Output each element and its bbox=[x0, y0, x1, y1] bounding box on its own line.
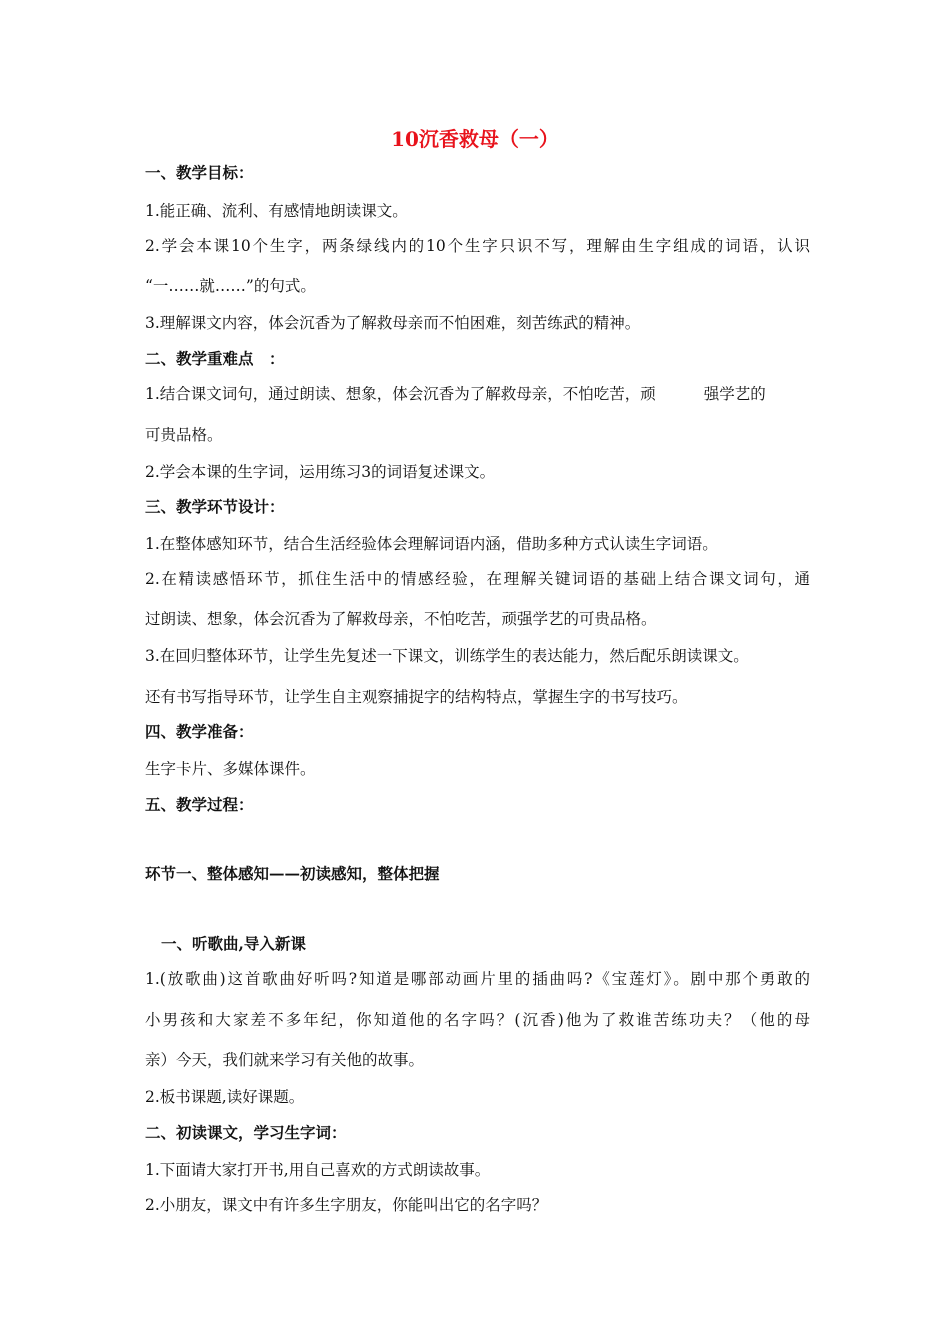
section-heading-objectives: 一、教学目标： bbox=[145, 163, 254, 182]
paragraph: “一……就……”的句式。 bbox=[145, 277, 316, 295]
paragraph: 生字卡片、多媒体课件。 bbox=[145, 760, 316, 778]
section-heading-key-points: 二、教学重难点 ： bbox=[145, 349, 285, 368]
paragraph: 1.(放歌曲)这首歌曲好听吗?知道是哪部动画片里的插曲吗?《宝莲灯》。剧中那个勇敢的 bbox=[145, 970, 810, 988]
paragraph: 2.学会本课10个生字，两条绿线内的10个生字只识不写，理解由生字组成的词语，认识 bbox=[145, 237, 810, 255]
paragraph: 2.板书课题,读好课题。 bbox=[145, 1088, 305, 1106]
paragraph: 小男孩和大家差不多年纪，你知道他的名字吗？(沉香)他为了救谁苦练功夫？（他的母 bbox=[145, 1011, 810, 1029]
paragraph: 3.理解课文内容，体会沉香为了解救母亲而不怕困难，刻苦练武的精神。 bbox=[145, 314, 641, 332]
paragraph-part: 强学艺的 bbox=[703, 385, 766, 403]
stage-heading: 环节一、整体感知——初读感知，整体把握 bbox=[145, 864, 440, 883]
paragraph: 2.小朋友，课文中有许多生字朋友，你能叫出它的名字吗？ bbox=[145, 1196, 548, 1214]
section-heading-design: 三、教学环节设计： bbox=[145, 497, 285, 516]
paragraph: 2.在精读感悟环节，抓住生活中的情感经验，在理解关键词语的基础上结合课文词句，通 bbox=[145, 570, 810, 588]
paragraph: 还有书写指导环节，让学生自主观察捕捉字的结构特点，掌握生字的书写技巧。 bbox=[145, 688, 688, 706]
document-title: 10沉香救母（一） bbox=[391, 127, 559, 151]
paragraph: 1.下面请大家打开书,用自己喜欢的方式朗读故事。 bbox=[145, 1161, 491, 1179]
paragraph: 1.能正确、流利、有感情地朗读课文。 bbox=[145, 202, 408, 220]
subsection-heading: 一、听歌曲,导入新课 bbox=[161, 934, 306, 953]
subsection-heading: 二、初读课文，学习生字词： bbox=[145, 1123, 347, 1142]
paragraph: 可贵品格。 bbox=[145, 426, 223, 444]
paragraph-part: 1.结合课文词句，通过朗读、想象，体会沉香为了解救母亲，不怕吃苦，顽 bbox=[145, 385, 656, 403]
section-heading-process: 五、教学过程： bbox=[145, 795, 254, 814]
paragraph: 1.在整体感知环节，结合生活经验体会理解词语内涵，借助多种方式认读生字词语。 bbox=[145, 535, 718, 553]
paragraph bbox=[145, 384, 810, 404]
paragraph: 2.学会本课的生字词，运用练习3的词语复述课文。 bbox=[145, 463, 496, 481]
paragraph: 3.在回归整体环节，让学生先复述一下课文，训练学生的表达能力，然后配乐朗读课文。 bbox=[145, 647, 749, 665]
paragraph: 亲）今天，我们就来学习有关他的故事。 bbox=[145, 1051, 425, 1069]
paragraph: 过朗读、想象，体会沉香为了解救母亲，不怕吃苦，顽强学艺的可贵品格。 bbox=[145, 610, 657, 628]
section-heading-preparation: 四、教学准备： bbox=[145, 722, 254, 741]
